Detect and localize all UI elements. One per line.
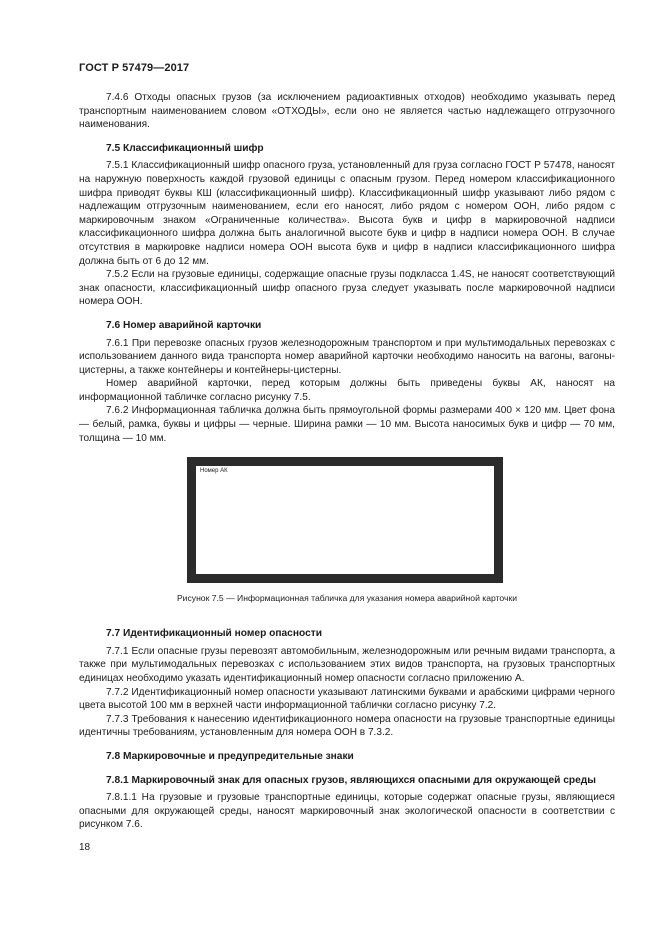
paragraph-7-5-1: 7.5.1 Классификационный шифр опасного груза, установленный для груза согласно ГОСТ Р 57478, наносят на наружную поверхность каждой грузовой единицы с опасным грузом. Перед номером классификационного шифра приводят буквы КШ (классификационный шифр). Классификационный шифр указывают либо рядом с надлежащим отгрузочным наименованием, если его наносят, либо рядом с номером ООН, либо рядом с маркировочным знаком «Ограниченные количества». Высота букв и цифр в маркировочной надписи классификационного шифра должна быть аналогичной высоте букв и цифр в надписи номера ООН. В случае отсутствия в маркировке надписи номера ООН высота букв и цифр в надписи классификационного шифра должна быть от 6 до 12 мм. [79,160,615,267]
heading-7-6: 7.6 Номер аварийной карточки [106,319,262,331]
paragraph-7-6-1-continued: Номер аварийной карточки, перед которым должны быть приведены буквы АК, наносят на информационной табличке согласно рисунку 7.5. [79,378,615,403]
paragraph-7-6-1: 7.6.1 При перевозке опасных грузов железнодорожным транспортом и при мультимодальных перевозках с использованием данного вида транспорта номер аварийной карточки необходимо наносить на вагоны, вагоны-цистерны, а также контейнеры и контейнеры-цистерны. [79,337,615,376]
page-number: 18 [79,842,91,853]
paragraph-7-6-2: 7.6.2 Информационная табличка должна быть прямоугольной формы размерами 400 × 120 мм. Цвет фона — белый, рамка, буквы и цифры — черные. Ширина рамки — 10 мм. Высота наносимых букв и цифр — 70 мм, толщина — 10 мм. [79,405,615,444]
paragraph-7-7-1: 7.7.1 Если опасные грузы перевозят автомобильным, железнодорожным или речным видами транспорта, а также при мультимодальных перевозках с использованием этих видов транспорта, на грузовых транспортных единицах необходимо указать идентификационный номер опасности согласно приложению А. [79,645,615,685]
figure-7-5 [79,457,615,617]
paragraph-7-7-3: 7.7.3 Требования к нанесению идентификационного номера опасности на грузовые транспортные единицы идентичны требованиям, установленным для номера ООН в 7.3.2. [79,713,615,739]
info-plate [187,457,503,583]
figure-caption: Рисунок 7.5 — Информационная табличка для указания номера аварийной карточки [176,593,518,604]
heading-7-8-1: 7.8.1 Маркировочный знак для опасных грузов, являющихся опасными для окружающей среды [106,774,596,786]
paragraph-7-7-2: 7.7.2 Идентификационный номер опасности указывают латинскими буквами и арабскими цифрами черного цвета высотой 100 мм в верхней части информационной таблички согласно рисунку 7.2. [79,686,615,712]
paragraph-7-5-2: 7.5.2 Если на грузовые единицы, содержащие опасные грузы подкласса 1.4S, не наносят соответствующий знак опасности, классификационный шифр опасного груза следует указывать после маркировочной надписи номера ООН. [79,269,615,308]
heading-7-8: 7.8 Маркировочные и предупредительные знаки [106,751,354,762]
document-body [79,91,615,832]
paragraph-7-4-6: 7.4.6 Отходы опасных грузов (за исключением радиоактивных отходов) необходимо указывать перед транспортным наименованием словом «ОТХОДЫ», если оно не является частью надлежащего отгрузочного наименования. [79,92,615,131]
plate-label: Номер АК [200,468,228,475]
heading-7-7: 7.7 Идентификационный номер опасности [106,628,323,640]
standard-header: ГОСТ Р 57479—2017 [79,62,190,74]
heading-7-5: 7.5 Классификационный шифр [106,142,264,154]
paragraph-7-8-1-1: 7.8.1.1 На грузовые и грузовые транспортные единицы, которые содержат опасные грузы, являющиеся опасными для окружающей среды, наносят маркировочный знак экологической опасности в соответствии с рисунком 7.6. [79,792,615,831]
